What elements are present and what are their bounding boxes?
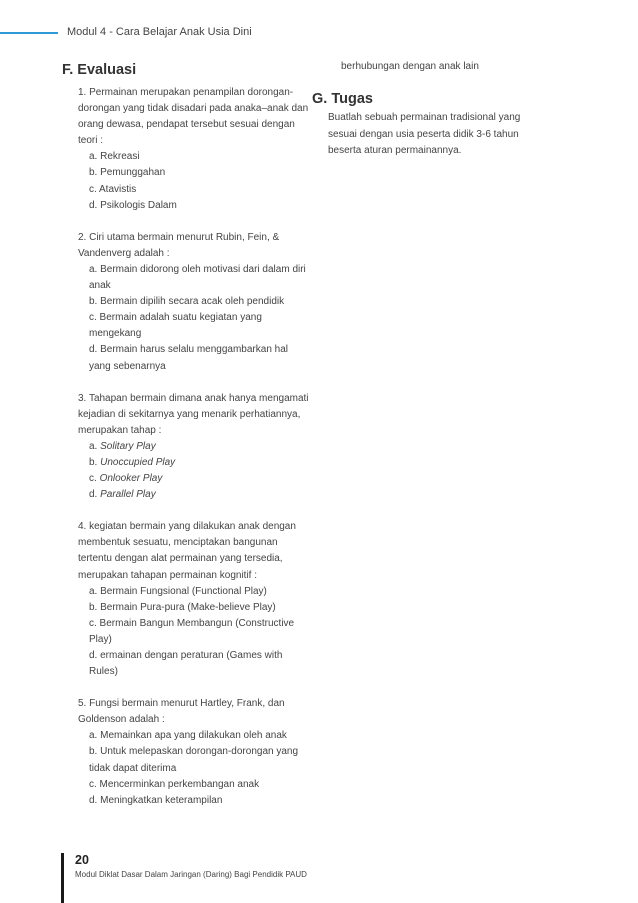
left-column [62, 60, 312, 809]
question-stem: 5. Fungsi bermain menurut Hartley, Frank, dan Goldenson adalah : [78, 698, 285, 726]
option: b. Bermain dipilih secara acak oleh pendidik [89, 296, 285, 308]
option: d. Meningkatkan keterampilan [89, 794, 223, 806]
option: a. Rekreasi [89, 151, 140, 163]
option: a. Memainkan apa yang dilakukan oleh anak [89, 730, 287, 742]
question-3 [78, 391, 312, 504]
option: b. Untuk melepaskan dorongan-dorongan yang tidak dapat diterima [89, 746, 299, 774]
question-stem: 2. Ciri utama bermain menurut Rubin, Fein, & Vandenverg adalah : [78, 231, 280, 259]
task-description: Buatlah sebuah permainan tradisional yang sesuai dengan usia peserta didik 3-6 tahun beserta aturan permainannya. [328, 112, 521, 156]
option: c. Onlooker Play [89, 473, 163, 485]
option: c. Mencerminkan perkembangan anak [89, 778, 260, 790]
option: b. Bermain Pura-pura (Make-believe Play) [89, 601, 276, 613]
option-list [89, 728, 312, 808]
option: b. Unoccupied Play [89, 456, 176, 468]
option-list [89, 149, 312, 213]
option: c. Bermain adalah suatu kegiatan yang mengekang [89, 312, 262, 340]
option: d. Parallel Play [89, 489, 156, 501]
option: d. Psikologis Dalam [89, 199, 177, 211]
option: d. Bermain harus selalu menggambarkan hal yang sebenarnya [89, 344, 288, 372]
header-accent-line [0, 32, 58, 34]
option-list [89, 439, 312, 503]
question-stem: 1. Permainan merupakan penampilan dorongan- dorongan yang tidak disadari pada anaka–anak dan orang dewasa, pendapat tersebut sesuai dengan teori : [78, 87, 309, 147]
question-2 [78, 230, 312, 375]
running-header: Modul 4 - Cara Belajar Anak Usia Dini [67, 26, 252, 38]
footer-title: Modul Diklat Dasar Dalam Jaringan (Daring) Bagi Pendidik PAUD [75, 870, 307, 879]
option-list [89, 584, 312, 681]
option-continuation: berhubungan dengan anak lain [341, 61, 479, 72]
option: c. Atavistis [89, 183, 137, 195]
option: c. Bermain Bangun Membangun (Constructive Play) [89, 617, 295, 645]
right-column [312, 60, 552, 170]
footer-bar [61, 853, 64, 903]
page-number: 20 [75, 853, 89, 867]
option: a. Bermain didorong oleh motivasi dari dalam diri anak [89, 263, 306, 292]
option-list [89, 262, 312, 375]
section-title-tugas: G. Tugas [312, 91, 373, 107]
option: d. ermainan dengan peraturan (Games with Rules) [89, 650, 283, 678]
question-5 [78, 696, 312, 809]
question-4 [78, 519, 312, 680]
question-stem: 4. kegiatan bermain yang dilakukan anak dengan membentuk sesuatu, menciptakan bangunan tertentu dengan alat permainan yang tersedia, merupakan tahapan permainan kognitif : [78, 521, 296, 581]
section-title-evaluasi: F. Evaluasi [62, 62, 137, 78]
option: b. Pemunggahan [89, 167, 166, 179]
question-1 [78, 85, 312, 214]
question-stem: 3. Tahapan bermain dimana anak hanya mengamati kejadian di sekitarnya yang menarik perhatiannya, merupakan tahap : [78, 392, 309, 436]
option: a. Solitary Play [89, 440, 156, 452]
option: a. Bermain Fungsional (Functional Play) [89, 585, 267, 597]
